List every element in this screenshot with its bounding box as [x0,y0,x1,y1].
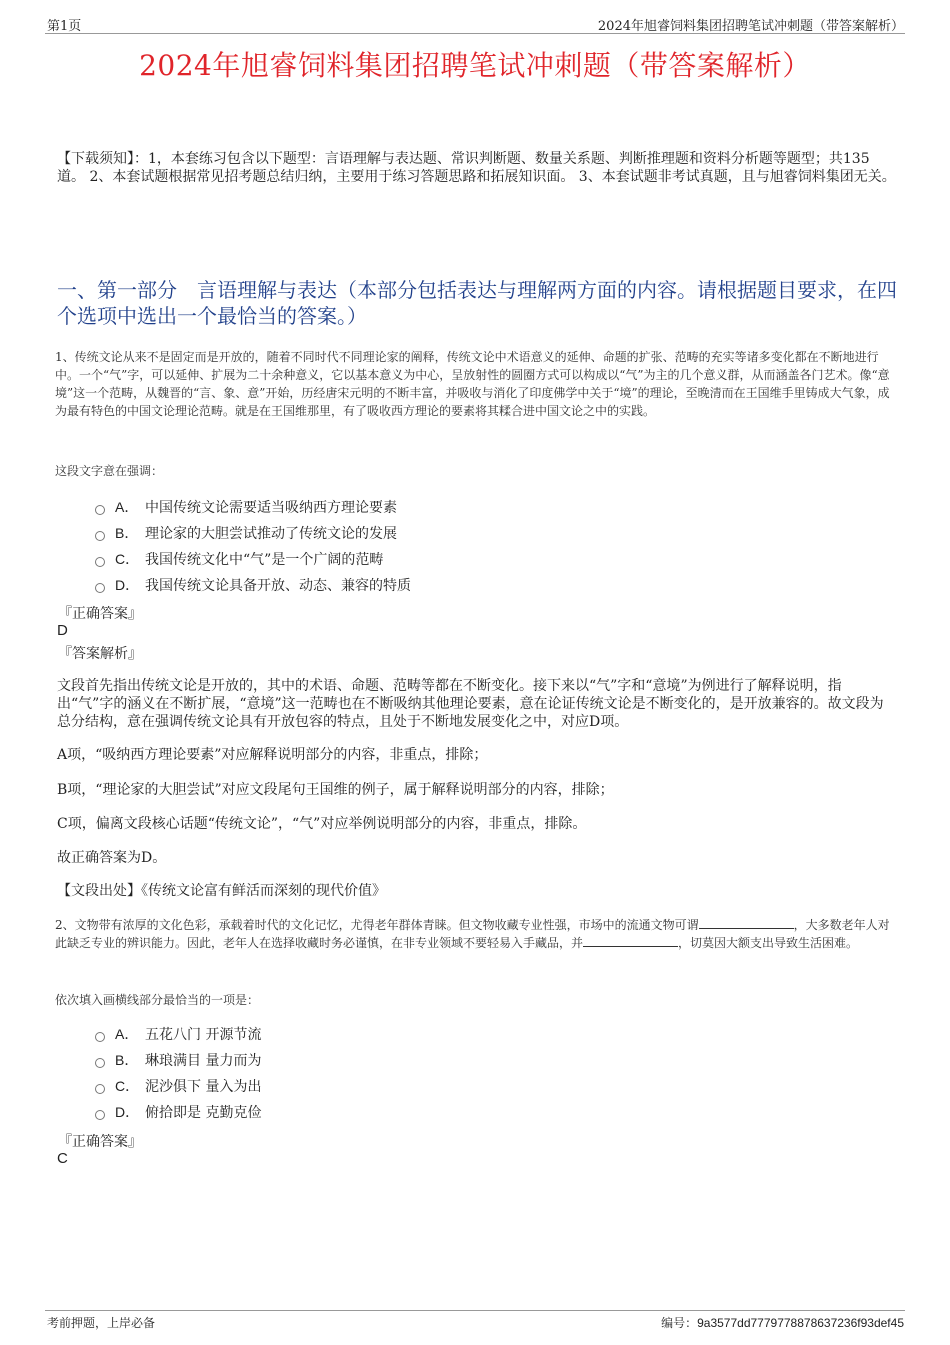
radio-button-icon[interactable] [95,1084,105,1094]
radio-button-icon[interactable] [95,557,105,567]
option-text: 俯拾即是 克勤克俭 [145,1105,262,1121]
correct-answer-label: 『正确答案』 [58,606,142,622]
radio-button-icon[interactable] [95,505,105,515]
option-d[interactable]: D． 俯拾即是 克勤克俭 [95,1099,261,1125]
analysis-option-b: B项，“理论家的大胆尝试”对应文段尾句王国维的例子，属于解释说明部分的内容，排除； [57,782,614,798]
option-a[interactable]: A． 中国传统文论需要适当吸纳西方理论要素 [95,494,411,520]
radio-button-icon[interactable] [95,531,105,541]
question-1-text: 1、传统文论从来不是固定而是开放的，随着不同时代不同理论家的阐释，传统文论中术语意义的延伸、命题的扩张、范畴的充实等诸多变化都在不断地进行中。一个“气”字，可以延伸、扩展为二十余种意义，它以基本意义为中心，呈放射性的圆圈方式可以构成以“气”为主的几个意义群，从而涵盖各门艺术。像“意境”这一个范畴，从魏晋的“言、象、意”开始，历经唐宋元明的不断丰富，并吸收与消化了印度佛学中关于“境”的理论，至晚清而在王国维手里铸成大气象，成为最有特色的中国文论理论范畴。就是在王国维那里，有了吸收西方理论的要素将其糅合进中国文论之中的实践。 [55,350,890,418]
option-text: 我国传统文论具备开放、动态、兼容的特质 [145,578,411,594]
radio-button-icon[interactable] [95,1032,105,1042]
option-c[interactable]: C． 我国传统文化中“气”是一个广阔的范畴 [95,546,411,572]
correct-answer: C [57,1150,68,1167]
correct-answer-label: 『正确答案』 [58,1134,142,1150]
analysis-conclusion: 故正确答案为D。 [57,850,167,866]
option-text: 我国传统文化中“气”是一个广阔的范畴 [145,552,384,568]
question-1-options [95,494,411,598]
header-divider [45,33,905,34]
source-note: 【文段出处】《传统文论富有鲜活而深刻的现代价值》 [57,883,386,899]
option-text: 理论家的大胆尝试推动了传统文论的发展 [145,526,397,542]
analysis-option-a: A项，“吸纳西方理论要素”对应解释说明部分的内容，非重点，排除； [57,747,488,763]
option-text: 五花八门 开源节流 [145,1027,262,1043]
footer-slogan: 考前押题，上岸必备 [47,1316,156,1330]
analysis-paragraph: 文段首先指出传统文论是开放的，其中的术语、命题、范畴等都在不断变化。接下来以“气”字和“意境”为例进行了解释说明，指出“气”字的涵义在不断扩展，“意境”这一范畴也在不断吸纳其他理论要素，意在论证传统文论是不断变化的，是开放兼容的。故文段为总分结构，意在强调传统文论具有开放包容的特点，且处于不断地发展变化之中，对应D项。 [57,678,884,730]
footer-serial: 编号：9a3577dd7779778878637236f93def45 [661,1316,904,1330]
correct-answer: D [57,622,68,639]
header-doc-title: 2024年旭睿饲料集团招聘笔试冲刺题（带答案解析） [597,19,904,34]
serial-number: 9a3577dd7779778878637236f93def45 [697,1316,904,1330]
question-2-prompt: 依次填入画横线部分最恰当的一项是： [55,993,260,1007]
question-2-text: 2、文物带有浓厚的文化色彩，承载着时代的文化记忆，尤得老年群体青睐。但文物收藏专业性强，市场中的流通文物可谓 ，大多数老年人对此缺乏专业的辨识能力。因此，老年人在选择收藏时务必谨慎，在非专业领域不要轻易入手藏品，并 ，切莫因大额支出导致生活困难。 [55,918,890,950]
question-2-options [95,1021,261,1125]
radio-button-icon[interactable] [95,583,105,593]
option-b[interactable]: B． 琳琅满目 量力而为 [95,1047,261,1073]
analysis-option-c: C项，偏离文段核心话题“传统文论”，“气”对应举例说明部分的内容，非重点，排除。 [57,816,587,832]
analysis-label: 『答案解析』 [58,646,142,662]
question-1-prompt: 这段文字意在强调： [55,464,164,478]
fill-blank [699,916,794,929]
download-notice: 【下载须知】：1，本套练习包含以下题型：言语理解与表达题、常识判断题、数量关系题、判断推理题和资料分析题等题型；共135道。 2、本套试题根据常见招考题总结归纳，主要用于练习答题思路和拓展知识面。 3、本套试题非考试真题，且与旭睿饲料集团无关。 [57,151,896,185]
page-title: 2024年旭睿饲料集团招聘笔试冲刺题（带答案解析） [139,49,811,82]
option-d[interactable]: D． 我国传统文论具备开放、动态、兼容的特质 [95,572,411,598]
section-title: 一、第一部分 言语理解与表达（本部分包括表达与理解两方面的内容。请根据题目要求，在四个选项中选出一个最恰当的答案。） [57,278,897,328]
option-text: 泥沙俱下 量入为出 [145,1079,262,1095]
fill-blank [583,934,678,947]
option-text: 琳琅满目 量力而为 [145,1053,262,1069]
page-number: 第1页 [47,19,82,34]
radio-button-icon[interactable] [95,1058,105,1068]
option-a[interactable]: A． 五花八门 开源节流 [95,1021,261,1047]
option-c[interactable]: C． 泥沙俱下 量入为出 [95,1073,261,1099]
option-text: 中国传统文论需要适当吸纳西方理论要素 [145,500,397,516]
radio-button-icon[interactable] [95,1110,105,1120]
footer-divider [45,1310,905,1311]
option-b[interactable]: B． 理论家的大胆尝试推动了传统文论的发展 [95,520,411,546]
